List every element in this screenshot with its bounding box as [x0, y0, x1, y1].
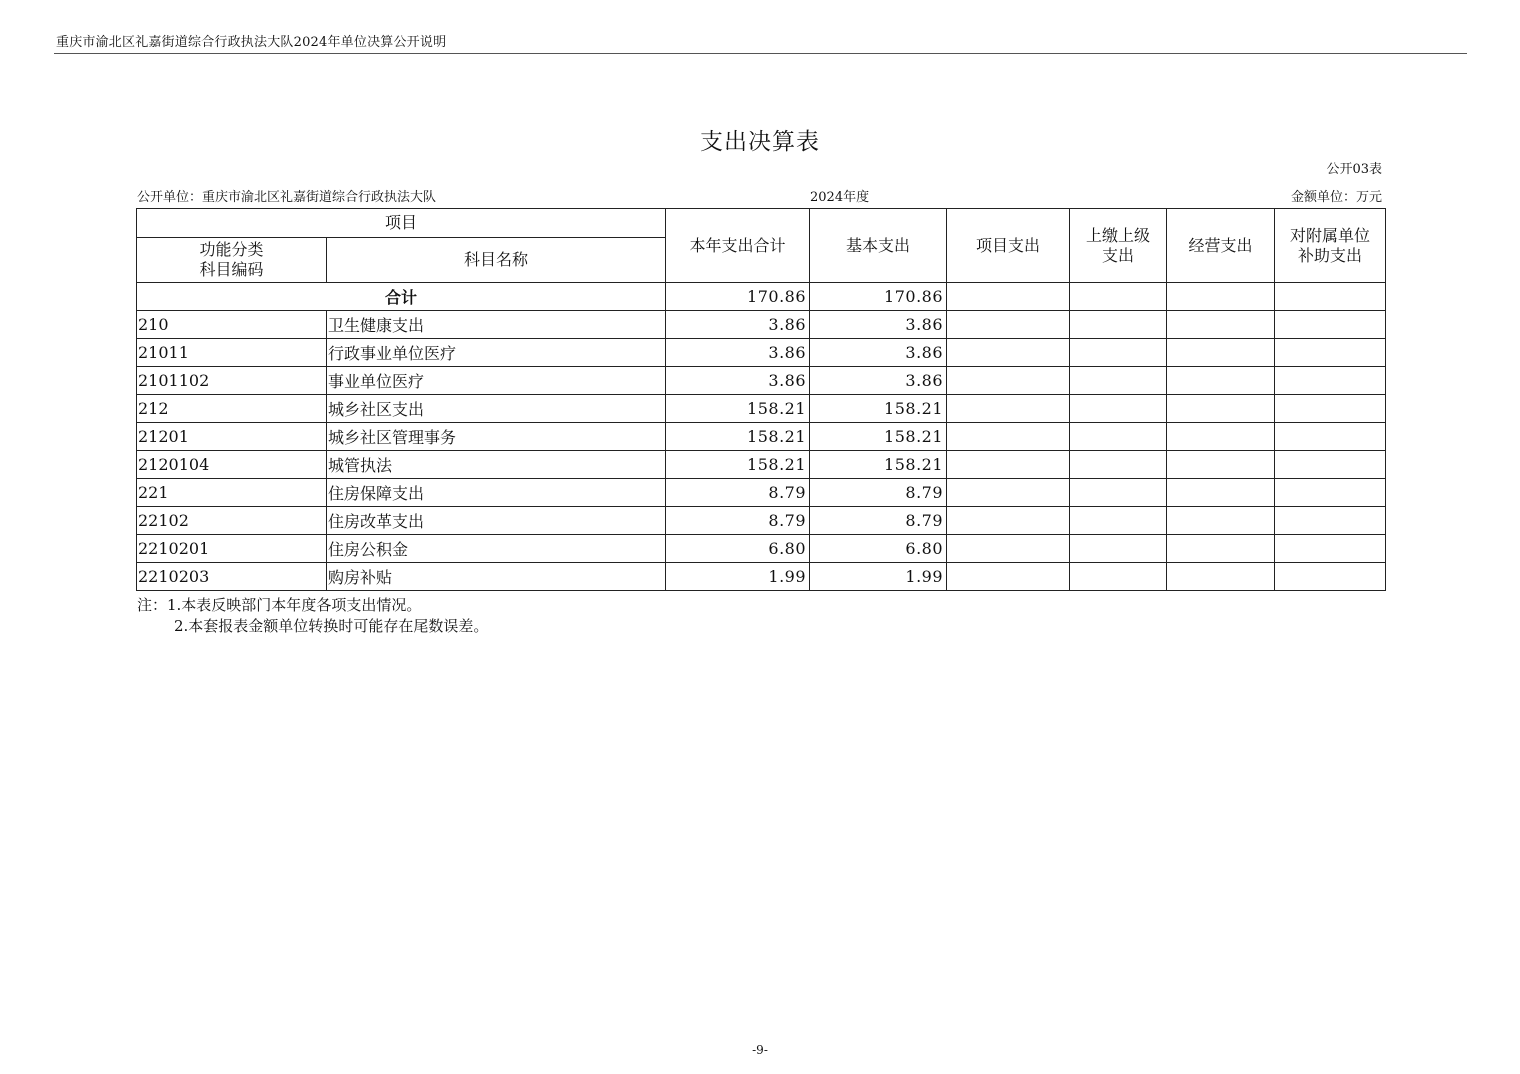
table-row [137, 311, 1386, 339]
row-code: 21011 [137, 339, 327, 367]
row-code: 210 [137, 311, 327, 339]
total-row [137, 283, 1386, 311]
row-business [1167, 311, 1275, 339]
row-code: 2210201 [137, 535, 327, 563]
row-subsidy [1275, 311, 1386, 339]
total-row-subsidy [1275, 283, 1386, 311]
row-project [947, 507, 1070, 535]
row-name: 事业单位医疗 [327, 367, 666, 395]
page-number: -9- [752, 1043, 768, 1057]
table-row [137, 395, 1386, 423]
row-basic: 1.99 [810, 563, 947, 591]
note-line-1: 注：1.本表反映部门本年度各项支出情况。 [137, 596, 422, 614]
row-total: 1.99 [666, 563, 810, 591]
running-header: 重庆市渝北区礼嘉街道综合行政执法大队2024年单位决算公开说明 [56, 35, 447, 50]
row-project [947, 367, 1070, 395]
row-project [947, 311, 1070, 339]
row-name: 住房保障支出 [327, 479, 666, 507]
document-title: 支出决算表 [700, 129, 820, 155]
row-basic: 158.21 [810, 395, 947, 423]
row-superior [1070, 395, 1167, 423]
row-business [1167, 367, 1275, 395]
reporting-unit: 公开单位：重庆市渝北区礼嘉街道综合行政执法大队 [137, 190, 437, 205]
header-subsidy-line2: 补助支出 [1298, 245, 1363, 265]
header-basic: 基本支出 [810, 209, 947, 283]
row-superior [1070, 339, 1167, 367]
row-total: 8.79 [666, 507, 810, 535]
row-name: 行政事业单位医疗 [327, 339, 666, 367]
row-project [947, 451, 1070, 479]
meta-row [137, 186, 1382, 204]
row-basic: 8.79 [810, 479, 947, 507]
row-superior [1070, 311, 1167, 339]
row-project [947, 339, 1070, 367]
row-total: 158.21 [666, 423, 810, 451]
total-label: 合计 [137, 283, 666, 311]
row-name: 卫生健康支出 [327, 311, 666, 339]
row-code: 2210203 [137, 563, 327, 591]
row-superior [1070, 423, 1167, 451]
table-row [137, 451, 1386, 479]
form-number: 公开03表 [1326, 162, 1382, 177]
header-superior-line2: 支出 [1102, 245, 1135, 265]
row-project [947, 563, 1070, 591]
row-business [1167, 563, 1275, 591]
table-row [137, 479, 1386, 507]
header-superior-line1: 上缴上级 [1086, 225, 1151, 245]
row-total: 3.86 [666, 367, 810, 395]
row-total: 3.86 [666, 311, 810, 339]
header-subsidy-line1: 对附属单位 [1290, 225, 1371, 245]
header-total: 本年支出合计 [666, 209, 810, 283]
row-name: 住房改革支出 [327, 507, 666, 535]
row-code: 212 [137, 395, 327, 423]
row-total: 6.80 [666, 535, 810, 563]
row-subsidy [1275, 395, 1386, 423]
row-subsidy [1275, 563, 1386, 591]
row-code: 21201 [137, 423, 327, 451]
row-business [1167, 507, 1275, 535]
notes [137, 595, 488, 637]
row-basic: 158.21 [810, 451, 947, 479]
row-business [1167, 395, 1275, 423]
header-business: 经营支出 [1167, 209, 1275, 283]
row-name: 城管执法 [327, 451, 666, 479]
row-business [1167, 535, 1275, 563]
total-row-basic: 170.86 [810, 283, 947, 311]
row-subsidy [1275, 535, 1386, 563]
total-row-superior [1070, 283, 1167, 311]
row-superior [1070, 535, 1167, 563]
currency-unit: 金额单位：万元 [1290, 190, 1382, 205]
row-name: 城乡社区管理事务 [327, 423, 666, 451]
note-line-2: 2.本套报表金额单位转换时可能存在尾数误差。 [174, 617, 489, 635]
header-code [137, 238, 327, 283]
row-business [1167, 479, 1275, 507]
row-superior [1070, 479, 1167, 507]
row-subsidy [1275, 451, 1386, 479]
row-subsidy [1275, 367, 1386, 395]
header-subsidy [1275, 209, 1386, 283]
row-code: 22102 [137, 507, 327, 535]
row-name: 住房公积金 [327, 535, 666, 563]
table-row [137, 535, 1386, 563]
table-row [137, 563, 1386, 591]
row-basic: 3.86 [810, 339, 947, 367]
row-project [947, 479, 1070, 507]
row-basic: 3.86 [810, 367, 947, 395]
header-rule [54, 53, 1467, 54]
row-name: 城乡社区支出 [327, 395, 666, 423]
row-project [947, 395, 1070, 423]
row-superior [1070, 563, 1167, 591]
header-code-line1: 功能分类 [199, 240, 264, 259]
row-subsidy [1275, 479, 1386, 507]
row-code: 221 [137, 479, 327, 507]
expenditure-table [136, 208, 1386, 591]
row-project [947, 423, 1070, 451]
header-project-expenditure: 项目支出 [947, 209, 1070, 283]
header-name: 科目名称 [327, 238, 666, 283]
total-row-business [1167, 283, 1275, 311]
header-project: 项目 [137, 209, 666, 238]
row-subsidy [1275, 423, 1386, 451]
row-code: 2101102 [137, 367, 327, 395]
row-project [947, 535, 1070, 563]
row-superior [1070, 451, 1167, 479]
row-total: 8.79 [666, 479, 810, 507]
header-code-line2: 科目编码 [199, 260, 264, 279]
header-superior [1070, 209, 1167, 283]
row-superior [1070, 507, 1167, 535]
row-subsidy [1275, 339, 1386, 367]
row-business [1167, 339, 1275, 367]
row-basic: 158.21 [810, 423, 947, 451]
row-name: 购房补贴 [327, 563, 666, 591]
row-business [1167, 451, 1275, 479]
table-row [137, 339, 1386, 367]
table-row [137, 367, 1386, 395]
row-business [1167, 423, 1275, 451]
row-basic: 3.86 [810, 311, 947, 339]
row-subsidy [1275, 507, 1386, 535]
row-code: 2120104 [137, 451, 327, 479]
total-row-project [947, 283, 1070, 311]
row-total: 3.86 [666, 339, 810, 367]
row-superior [1070, 367, 1167, 395]
row-total: 158.21 [666, 395, 810, 423]
table-row [137, 507, 1386, 535]
table-row [137, 423, 1386, 451]
row-total: 158.21 [666, 451, 810, 479]
row-basic: 6.80 [810, 535, 947, 563]
fiscal-year: 2024年度 [810, 190, 870, 205]
row-basic: 8.79 [810, 507, 947, 535]
total-row-total: 170.86 [666, 283, 810, 311]
